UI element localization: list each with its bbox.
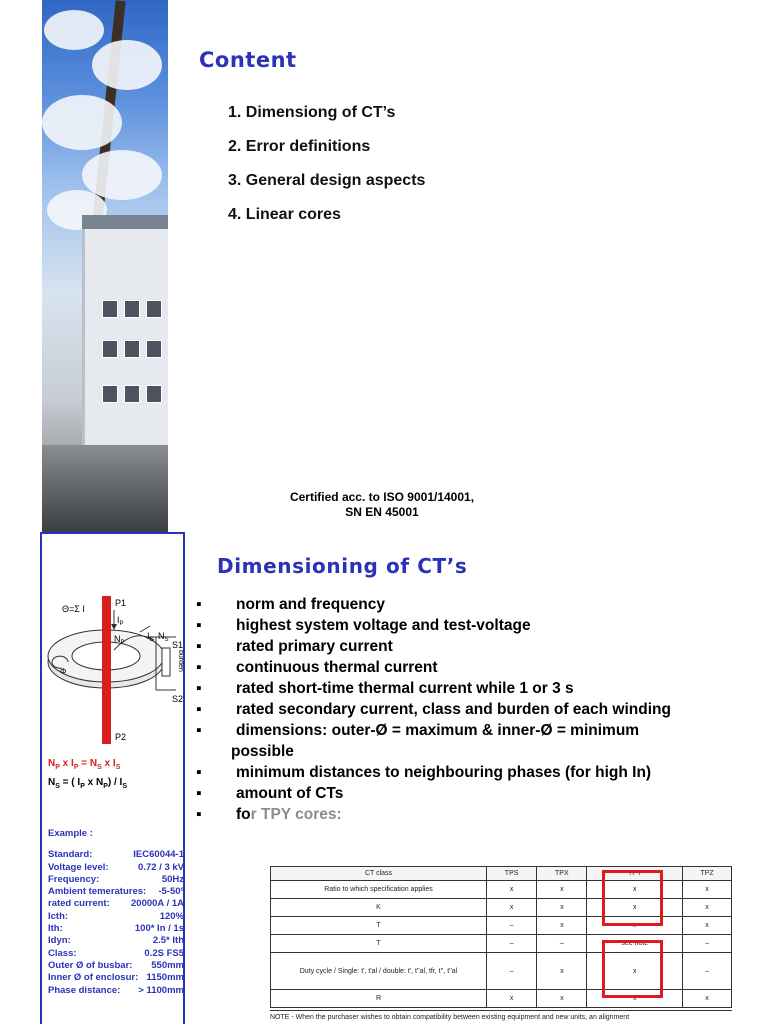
table-cell: – [487,917,537,935]
table-cell: x [537,953,587,990]
requirements-list [196,594,756,825]
table-cell: – [683,953,732,990]
certification-line: SN EN 45001 [345,505,419,519]
spec-row: Standard: IEC60044-1 [48,849,184,861]
spec-row: Phase distance: > 1100mm [48,984,184,996]
secondary-turns-formula: $N_S$ = ( $I_P$ x $N_P) / I_S$ [48,777,128,790]
snowy-building-photo [42,0,168,532]
table-cell: x [487,990,537,1008]
is-label: $I_S$ [147,631,154,643]
content-title: Content [199,48,297,72]
bullet-icon: ▪ [196,722,202,739]
table-cell: Ratio to which specification applies [271,881,487,899]
bullet-icon: ▪ [196,680,202,697]
spec-row: Ambient temeratures: -5-50º [48,886,184,898]
bullet-icon: ▪ [196,596,202,613]
bullet-item: ▪ minimum distances to neighbouring phases (for high In) [196,764,652,781]
table-header-cell: CT class [271,867,487,881]
bullet-icon: ▪ [196,701,202,718]
bullet-item: ▪ dimensions: outer-Ø = maximum & inner-Ø = minimum [196,722,640,739]
burden-resistor [162,648,170,676]
bullet-icon: ▪ [196,806,202,823]
toc-item: 1. Dimensiong of CT’s [228,104,396,121]
ip-label: $I_P$ [117,615,124,627]
table-cell: x [537,990,587,1008]
spec-row: Class: 0.2S FS5 [48,947,184,959]
spec-row: Idyn: 2.5* Ith [48,935,184,947]
spec-row: rated current: 20000A / 1A [48,898,184,910]
table-cell: – [683,935,732,953]
spec-row: Outer Ø of busbar: 550mm [48,959,184,971]
table-cell: R [271,990,487,1008]
turns-ratio-formula: $N_P$ x $I_P = N_S$ x $I_S$ [48,758,121,771]
bullet-icon: ▪ [196,764,202,781]
slide-dimensioning [0,532,768,1024]
table-cell: x [587,917,683,935]
tpy-highlight-box [602,940,663,998]
snow-patch [44,10,104,50]
window [146,300,162,318]
spec-row: Icth: 120% [48,910,184,922]
bullet-item: ▪ continuous thermal current [196,659,438,676]
window [124,385,140,403]
table-cell: x [487,881,537,899]
bullet-icon: ▪ [196,659,202,676]
table-cell: x [683,881,732,899]
spec-row: Voltage level: 0.72 / 3 kV [48,861,184,873]
primary-conductor [102,596,111,744]
p1-label: P1 [115,598,127,608]
window [146,340,162,358]
dimensioning-title: Dimensioning of CT’s [217,554,468,578]
toc-item: 4. Linear cores [228,206,341,223]
table-cell: x [587,899,683,917]
snow-patch [92,40,162,90]
table-cell: x [587,990,683,1008]
bullet-icon: ▪ [196,785,202,802]
table-cell: x [587,881,683,899]
bullet-item: ▪ rated primary current [196,638,393,655]
snow-patch [42,95,122,150]
tpy-highlight-box [602,870,663,926]
table-cell: K [271,899,487,917]
certification-line: Certified acc. to ISO 9001/14001, [289,490,475,504]
bullet-item: ▪ rated secondary current, class and burden of each winding [196,701,671,718]
table-cell: see note [587,935,683,953]
p2-label: P2 [115,732,127,742]
s2-label: S2 [172,694,184,704]
bullet-icon: ▪ [196,638,202,655]
snow-patch [82,150,162,200]
table-header-cell: TPY [587,867,683,881]
certification-note [230,490,534,520]
table-cell: x [537,881,587,899]
ct-sidebar-panel [40,532,185,1024]
bullet-icon: ▪ [196,617,202,634]
table-cell: x [683,990,732,1008]
table-header-cell: TPS [487,867,537,881]
spec-row: Frequency: 50Hz [48,873,184,885]
bullet-continuation: possible [231,743,294,760]
np-label: $N_P$ [114,634,125,646]
window [146,385,162,403]
window [102,385,118,403]
table-cell: x [587,953,683,990]
building-facade [82,215,168,445]
table-header-cell: TPZ [683,867,732,881]
table-cell: T [271,917,487,935]
spec-row: Inner Ø of enclosur: 1150mm [48,972,184,984]
bullet-item: ▪ for TPY cores: [196,806,342,823]
building-roof [82,215,168,229]
window [102,300,118,318]
table-cell: – [487,935,537,953]
bullet-item: ▪ highest system voltage and test-voltage [196,617,531,634]
window [124,300,140,318]
burden-label: burden [177,650,184,672]
toc-item: 2. Error definitions [228,138,371,155]
table-cell: T [271,935,487,953]
window [124,340,140,358]
table-cell: Duty cycle / Single: t', t'al / double: t', t''al, tfr, t'', t''al [271,953,487,990]
bullet-item: ▪ rated short-time thermal current while 1 or 3 s [196,680,574,697]
table-cell: x [537,899,587,917]
table-cell: x [683,899,732,917]
table-of-contents [228,103,425,239]
example-heading: Example : [48,828,93,839]
table-cell: – [537,935,587,953]
window [102,340,118,358]
example-spec-list [48,828,184,997]
table-note: NOTE - When the purchaser wishes to obtain compatibility between existing equipment and new units, an alignment [270,1010,732,1021]
table-cell: x [683,917,732,935]
spec-row: Ith: 100* In / 1s [48,923,184,935]
table-cell: x [487,899,537,917]
table-cell: x [537,917,587,935]
table-header-cell: TPX [537,867,587,881]
toc-item: 3. General design aspects [228,172,426,189]
table-cell: – [487,953,537,990]
s1-label: S1 [172,640,184,650]
bullet-item: ▪ norm and frequency [196,596,385,613]
flux-phi-label: Φ [60,667,67,676]
road-surface [42,445,168,532]
bullet-item: ▪ amount of CTs [196,785,344,802]
theta-label: Θ=Σ I [62,604,85,614]
ns-label: $N_S$ [158,631,169,643]
current-transformer-diagram [44,590,184,750]
